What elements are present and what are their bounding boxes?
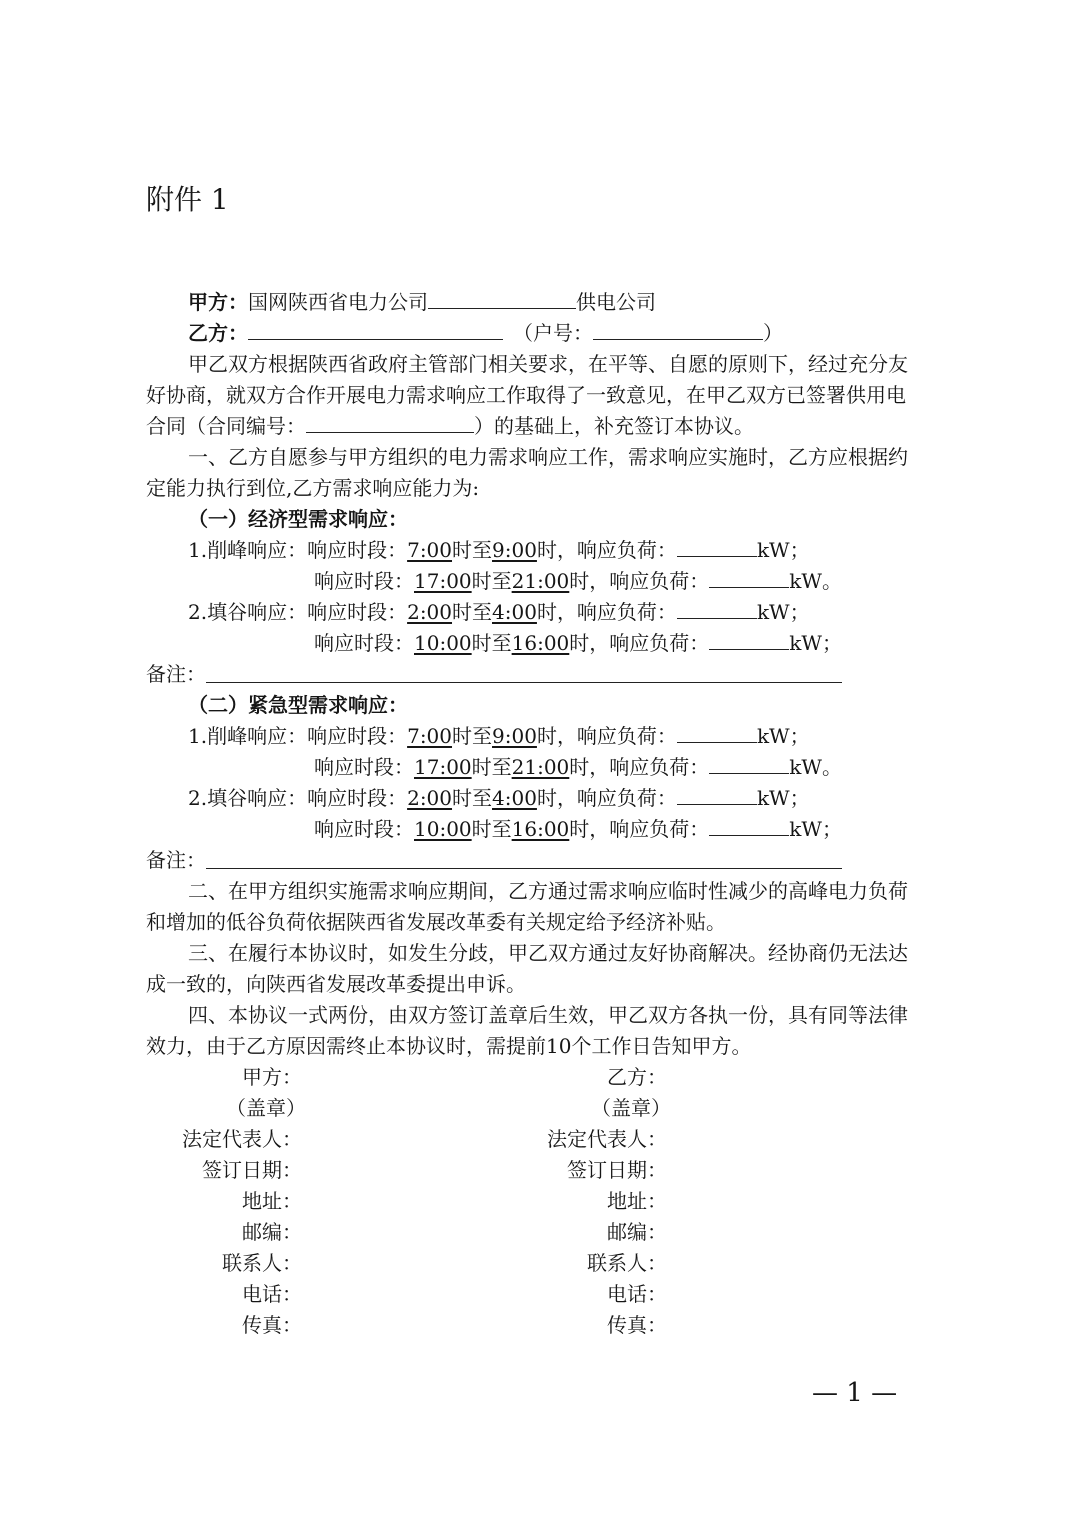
load-blank[interactable]	[709, 567, 789, 588]
party-b-account-open: （户号：	[513, 321, 593, 345]
unit: kW；	[756, 724, 810, 748]
end-time: 4:00	[492, 600, 537, 624]
load-label: ，响应负荷：	[589, 569, 710, 593]
sig-legal-rep-b: 法定代表人：	[547, 1127, 667, 1151]
hour-label: 时	[536, 600, 557, 624]
to-label: 时至	[452, 786, 493, 810]
sig-seal-b: （盖章）	[591, 1096, 671, 1120]
load-blank[interactable]	[677, 536, 757, 557]
hour-label: 时	[569, 631, 590, 655]
period-label: 响应时段：	[314, 569, 414, 593]
to-label: 时至	[471, 755, 512, 779]
clause-1-line-1: 一、乙方自愿参与甲方组织的电力需求响应工作，需求响应实施时，乙方应根据约	[188, 445, 908, 469]
load-label: ，响应负荷：	[589, 817, 710, 841]
load-blank[interactable]	[677, 722, 757, 743]
load-label: ，响应负荷：	[556, 724, 677, 748]
hour-label: 时	[536, 786, 557, 810]
intro-line-2: 好协商，就双方合作开展电力需求响应工作取得了一致意见，在甲乙双方已签署供用电	[146, 383, 906, 407]
end-time: 4:00	[492, 786, 537, 810]
clause-1-line-2: 定能力执行到位,乙方需求响应能力为:	[146, 476, 480, 500]
emergency-valley-row-2	[314, 814, 842, 844]
start-time: 2:00	[407, 786, 453, 810]
unit: kW。	[789, 755, 842, 779]
sig-date-b: 签订日期：	[567, 1158, 667, 1182]
load-blank[interactable]	[709, 815, 789, 836]
emergency-peak-row-2	[314, 752, 842, 782]
hour-label: 时	[536, 724, 557, 748]
period-label: 响应时段：	[307, 786, 408, 810]
remark-label: 备注：	[146, 662, 206, 686]
sig-postcode-a: 邮编：	[242, 1220, 302, 1244]
intro-line-3	[146, 411, 754, 441]
intro-line-3-end: ）的基础上，补充签订本协议。	[474, 414, 754, 438]
period-label: 响应时段：	[314, 817, 414, 841]
party-a-suffix: 供电公司	[576, 290, 656, 314]
load-label: ，响应负荷：	[556, 538, 677, 562]
intro-line-1: 甲乙双方根据陕西省政府主管部门相关要求，在平等、自愿的原则下，经过充分友	[188, 352, 908, 376]
start-time: 10:00	[414, 817, 472, 841]
economic-valley-row-1	[188, 597, 810, 627]
sig-legal-rep-a: 法定代表人：	[182, 1127, 302, 1151]
economic-peak-row-1	[188, 535, 810, 565]
emergency-remark-line[interactable]	[206, 868, 842, 869]
clause-2-line-1: 二、在甲方组织实施需求响应期间，乙方通过需求响应临时性减少的高峰电力负荷	[188, 879, 908, 903]
sig-party-a: 甲方：	[242, 1065, 302, 1089]
peak-label: 1.削峰响应：	[188, 724, 308, 748]
to-label: 时至	[471, 569, 512, 593]
to-label: 时至	[471, 631, 512, 655]
sig-address-b: 地址：	[607, 1189, 667, 1213]
end-time: 9:00	[492, 538, 537, 562]
clause-3-line-2: 成一致的，向陕西省发展改革委提出申诉。	[146, 972, 526, 996]
sig-date-a: 签订日期：	[202, 1158, 302, 1182]
end-time: 21:00	[511, 755, 570, 779]
unit: kW；	[756, 786, 810, 810]
peak-label: 1.削峰响应：	[188, 538, 308, 562]
unit: kW；	[756, 538, 810, 562]
party-a-line	[188, 287, 656, 317]
emergency-heading: （二）紧急型需求响应：	[188, 693, 408, 717]
sig-party-b: 乙方：	[607, 1065, 667, 1089]
hour-label: 时	[569, 755, 590, 779]
clause-4-line-1: 四、本协议一式两份，由双方签订盖章后生效，甲乙双方各执一份，具有同等法律	[188, 1003, 908, 1027]
period-label: 响应时段：	[307, 538, 408, 562]
page-number: — 1 —	[812, 1378, 898, 1408]
load-blank[interactable]	[709, 629, 789, 650]
economic-valley-row-2	[314, 628, 842, 658]
load-label: ，响应负荷：	[556, 786, 677, 810]
hour-label: 时	[536, 538, 557, 562]
valley-label: 2.填谷响应：	[188, 600, 308, 624]
start-time: 17:00	[414, 569, 472, 593]
start-time: 2:00	[407, 600, 453, 624]
to-label: 时至	[452, 538, 493, 562]
load-label: ，响应负荷：	[589, 631, 710, 655]
party-a-blank[interactable]	[428, 288, 576, 309]
contract-number-blank[interactable]	[306, 412, 474, 433]
hour-label: 时	[569, 569, 590, 593]
period-label: 响应时段：	[314, 755, 414, 779]
to-label: 时至	[452, 600, 493, 624]
remark-label: 备注：	[146, 848, 206, 872]
party-b-line	[188, 318, 783, 348]
start-time: 17:00	[414, 755, 472, 779]
end-time: 9:00	[492, 724, 537, 748]
unit: kW；	[756, 600, 810, 624]
period-label: 响应时段：	[307, 600, 408, 624]
sig-phone-b: 电话：	[607, 1282, 667, 1306]
load-blank[interactable]	[677, 598, 757, 619]
clause-3-line-1: 三、在履行本协议时，如发生分歧，甲乙双方通过友好协商解决。经协商仍无法达	[188, 941, 908, 965]
end-time: 16:00	[511, 817, 570, 841]
sig-fax-b: 传真：	[607, 1313, 667, 1337]
sig-fax-a: 传真：	[242, 1313, 302, 1337]
party-a-prefix: 国网陕西省电力公司	[248, 290, 428, 314]
economic-remark	[146, 659, 206, 689]
to-label: 时至	[471, 817, 512, 841]
unit: kW；	[789, 817, 842, 841]
start-time: 10:00	[414, 631, 472, 655]
load-blank[interactable]	[677, 784, 757, 805]
end-time: 21:00	[511, 569, 570, 593]
economic-remark-line[interactable]	[206, 682, 842, 683]
emergency-remark	[146, 845, 206, 875]
hour-label: 时	[569, 817, 590, 841]
end-time: 16:00	[511, 631, 570, 655]
party-a-label: 甲方：	[188, 290, 248, 314]
start-time: 7:00	[407, 538, 453, 562]
load-blank[interactable]	[709, 753, 789, 774]
unit: kW；	[789, 631, 842, 655]
economic-heading: （一）经济型需求响应：	[188, 507, 408, 531]
valley-label: 2.填谷响应：	[188, 786, 308, 810]
party-b-name-blank[interactable]	[248, 319, 503, 340]
sig-contact-a: 联系人：	[222, 1251, 302, 1275]
contract-number-label: 合同（合同编号：	[146, 414, 306, 438]
economic-peak-row-2	[314, 566, 842, 596]
party-b-account-blank[interactable]	[593, 319, 763, 340]
emergency-peak-row-1	[188, 721, 810, 751]
unit: kW。	[789, 569, 842, 593]
start-time: 7:00	[407, 724, 453, 748]
party-b-label: 乙方：	[188, 321, 248, 345]
clause-2-line-2: 和增加的低谷负荷依据陕西省发展改革委有关规定给予经济补贴。	[146, 910, 726, 934]
sig-address-a: 地址：	[242, 1189, 302, 1213]
sig-contact-b: 联系人：	[587, 1251, 667, 1275]
load-label: ，响应负荷：	[556, 600, 677, 624]
sig-phone-a: 电话：	[242, 1282, 302, 1306]
clause-4-line-2: 效力，由于乙方原因需终止本协议时，需提前10个工作日告知甲方。	[146, 1034, 752, 1058]
to-label: 时至	[452, 724, 493, 748]
party-b-account-close: ）	[763, 321, 783, 345]
load-label: ，响应负荷：	[589, 755, 710, 779]
sig-postcode-b: 邮编：	[607, 1220, 667, 1244]
period-label: 响应时段：	[307, 724, 408, 748]
sig-seal-a: （盖章）	[226, 1096, 306, 1120]
emergency-valley-row-1	[188, 783, 810, 813]
period-label: 响应时段：	[314, 631, 414, 655]
attachment-title: 附件 1	[146, 183, 229, 216]
